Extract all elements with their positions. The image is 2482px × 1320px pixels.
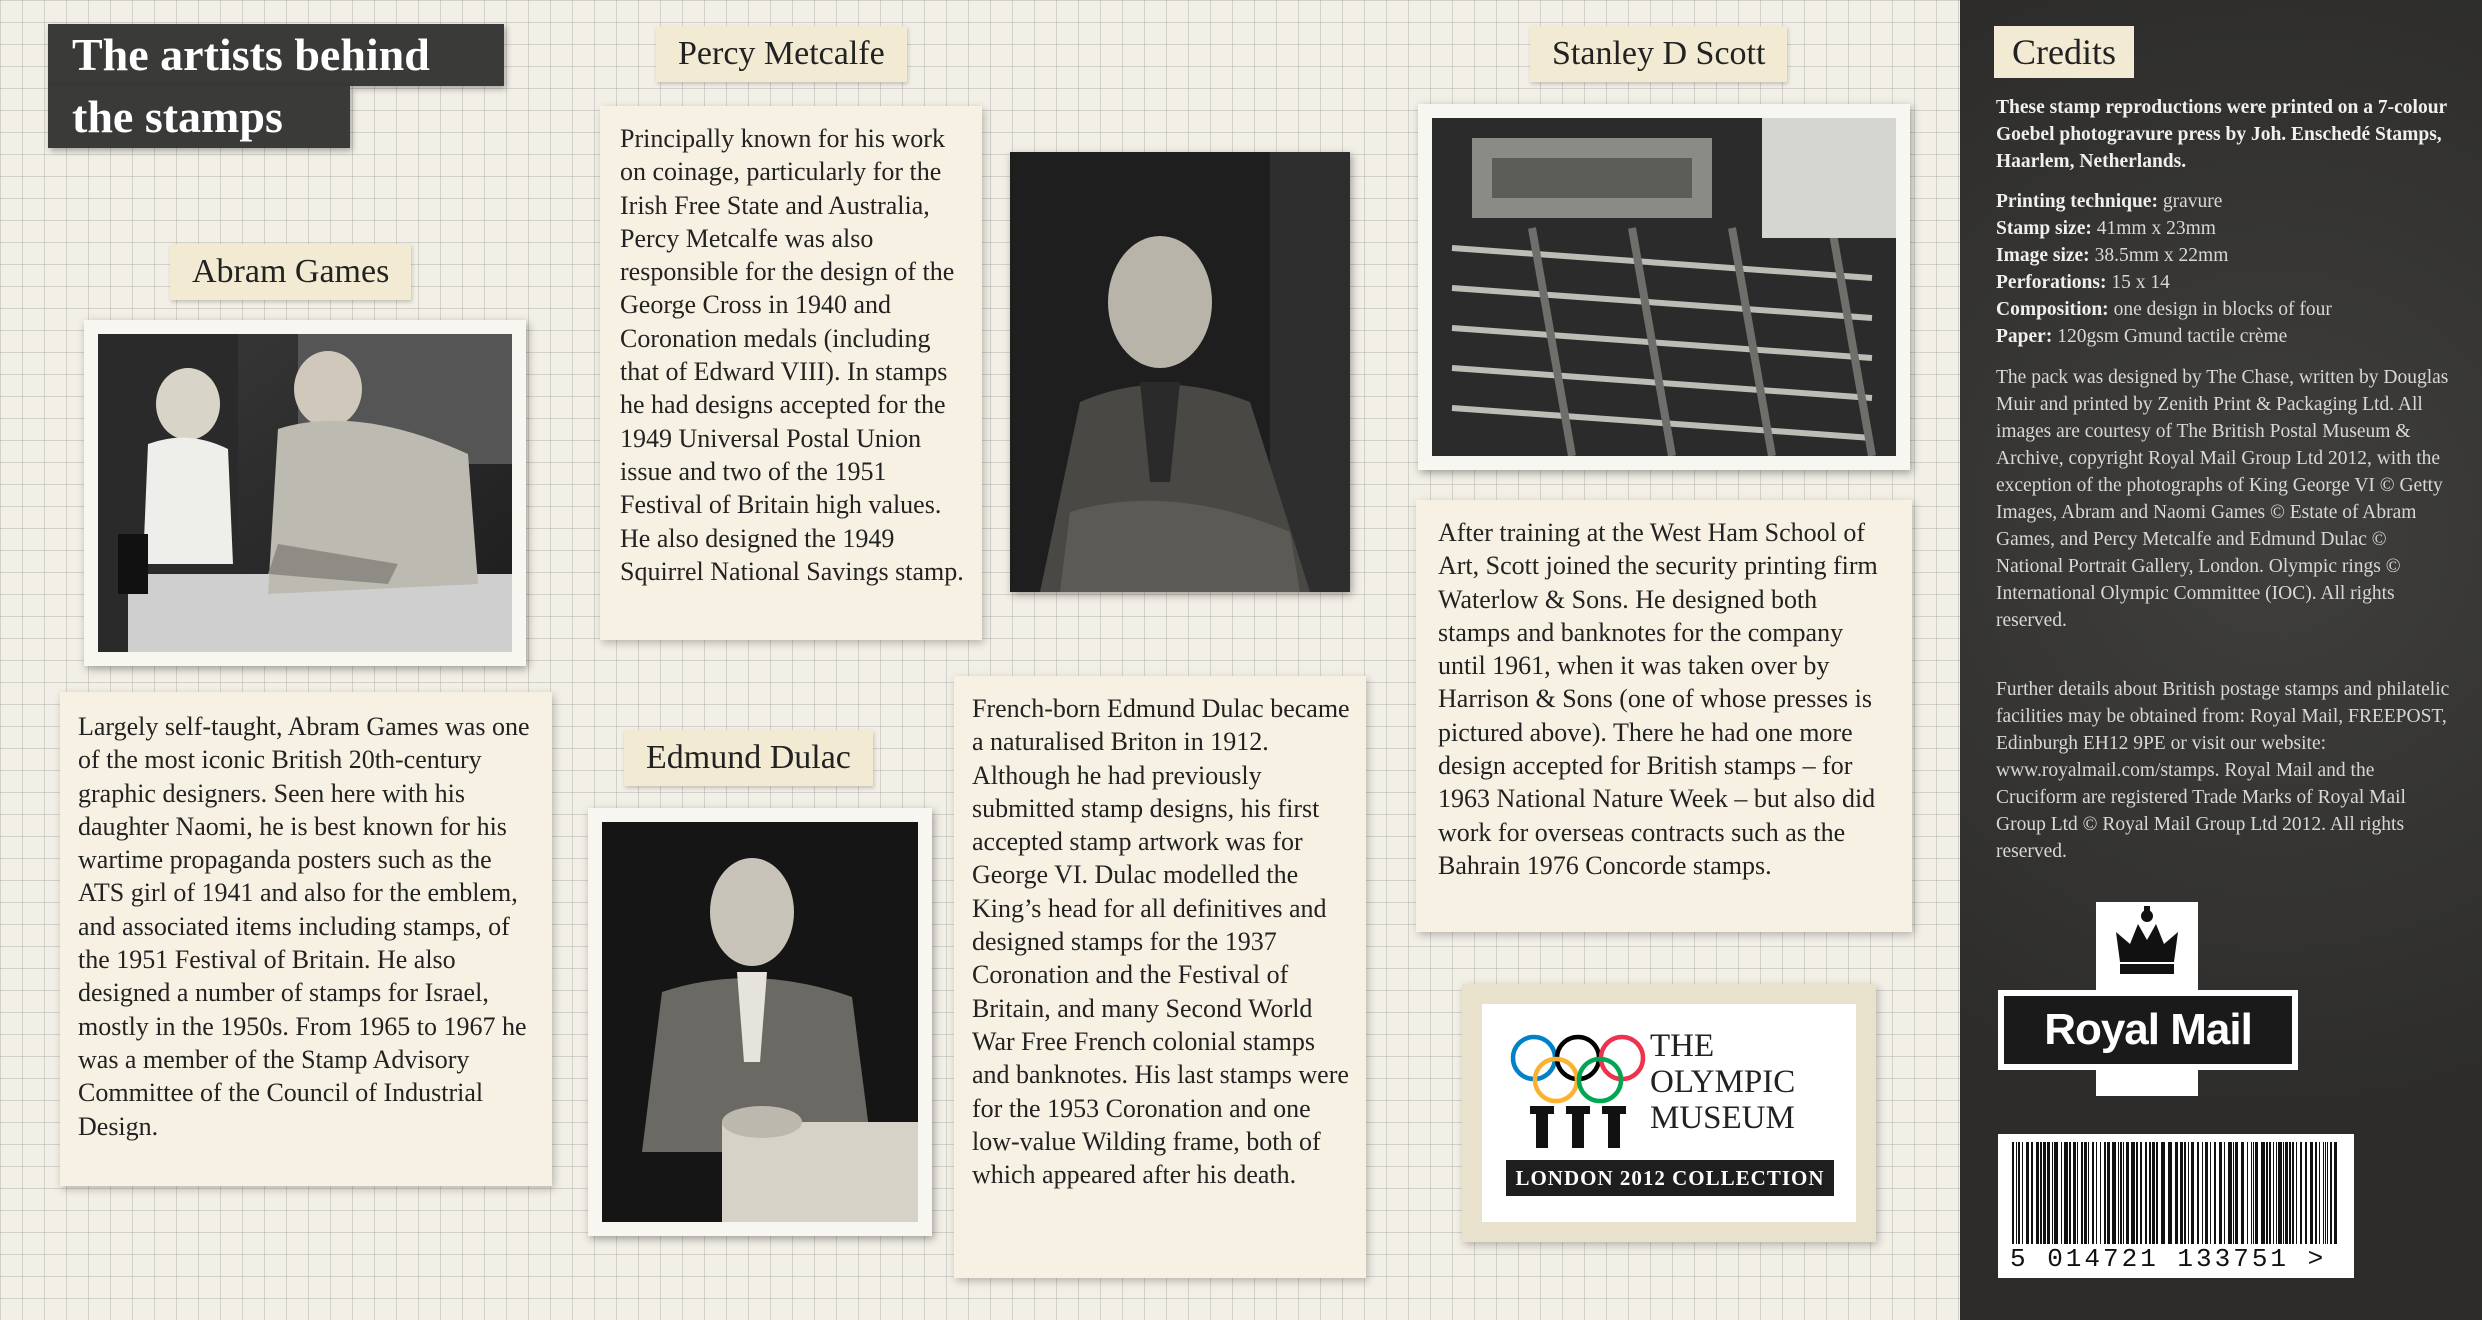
olympic-museum-line-3: MUSEUM (1650, 1100, 1795, 1136)
spec-image-size (1996, 242, 2456, 269)
spec-value: 41mm x 23mm (2096, 218, 2216, 239)
credits-specs (1996, 188, 2456, 350)
abram-games-photo (84, 320, 526, 666)
olympic-rings-icon (1508, 1030, 1648, 1150)
percy-metcalfe-name: Percy Metcalfe (656, 26, 907, 82)
page-title-line-2: the stamps (48, 86, 350, 148)
edmund-dulac-photo-image (602, 822, 918, 1222)
spec-value: 15 x 14 (2111, 272, 2170, 293)
edmund-dulac-bio: French-born Edmund Dulac became a naturalised Briton in 1912. Although he had previously submitted stamp designs, his first accepted stamp artwork was for George VI. Dulac modelled the King’s head for all definitives and designed stamps for the 1937 Coronation and the Festival of Britain, and many Second World War Free French colonial stamps and banknotes. His last stamps were for the 1953 Coronation and one low-value Wilding frame, both of which appeared after his death. (972, 694, 1350, 1190)
page-title (48, 24, 508, 148)
spec-composition (1996, 296, 2456, 323)
abram-games-bio: Largely self-taught, Abram Games was one of the most iconic British 20th-century graphic designers. Seen here with his daughter Naomi, he is best known for his wartime propaganda posters such as the ATS girl of 1941 and also for the emblem, and associated items including stamps, of the 1951 Festival of Britain. He also designed a number of stamps for Israel, mostly in the 1950s. From 1965 to 1967 he was a member of the Stamp Advisory Committee of the Council of Industrial Design. (78, 712, 530, 1141)
spec-value: gravure (2162, 191, 2223, 212)
spec-printing-technique (1996, 188, 2456, 215)
credits-further-text: Further details about British postage stamps and philatelic facilities may be obtained from: Royal Mail, FREEPOST, Edinburgh EH12 9PE or visit our website: www.royalmail.com/stamps. Royal Mail and the Cruciform are registered Trade Marks of Royal Mail Group Ltd © Royal Mail Group Ltd 2012. All rights reserved. (1996, 679, 2450, 862)
percy-metcalfe-bio-card (600, 106, 982, 640)
credits-label: Credits (1994, 26, 2134, 78)
london-2012-collection-band: LONDON 2012 COLLECTION (1506, 1160, 1834, 1196)
spec-key: Printing technique: (1996, 191, 2158, 212)
royal-mail-crown (2096, 902, 2198, 994)
edmund-dulac-bio-card (954, 676, 1366, 1278)
spec-key: Composition: (1996, 299, 2109, 320)
barcode-digits: 5 014721 133751 > (2010, 1244, 2342, 1274)
spec-stamp-size (1996, 215, 2456, 242)
stanley-scott-photo-image (1432, 118, 1896, 456)
spec-key: Image size: (1996, 245, 2090, 266)
abram-games-name: Abram Games (170, 244, 411, 300)
credits-intro-text: These stamp reproductions were printed on a 7-colour Goebel photogravure press by Joh. Enschedé Stamps, Haarlem, Netherlands. (1996, 97, 2447, 172)
edmund-dulac-name: Edmund Dulac (624, 730, 873, 786)
stanley-scott-bio: After training at the West Ham School of Art, Scott joined the security printing firm Waterlow & Sons. He designed both stamps and banknotes for the company until 1961, when it was taken over by Harrison & Sons (one of whose presses is pictured above). There he had one more design accepted for British stamps – for 1963 National Nature Week – but also did work for overseas contracts such as the Bahrain 1976 Concorde stamps. (1438, 518, 1878, 880)
credits-panel (1960, 0, 2482, 1320)
percy-metcalfe-photo-image (1010, 152, 1350, 592)
percy-metcalfe-bio: Principally known for his work on coinage, particularly for the Irish Free State and Australia, Percy Metcalfe was also responsible for the design of the George Cross in 1940 and Coronation medals (including that of Edward VIII). In stamps he had designs accepted for the 1949 Universal Postal Union issue and two of the 1951 Festival of Britain high values. He also designed the 1949 Squirrel National Savings stamp. (620, 124, 964, 586)
spec-key: Paper: (1996, 326, 2053, 347)
spec-value: 38.5mm x 22mm (2094, 245, 2229, 266)
olympic-museum-logo-card (1462, 984, 1876, 1242)
royal-mail-logo-text: Royal Mail (2004, 996, 2292, 1064)
spec-value: one design in blocks of four (2113, 299, 2332, 320)
credits-intro (1996, 94, 2456, 175)
edmund-dulac-photo (588, 808, 932, 1236)
crown-icon (2096, 902, 2198, 994)
stanley-scott-bio-card (1416, 500, 1912, 932)
spec-key: Stamp size: (1996, 218, 2092, 239)
spec-value: 120gsm Gmund tactile crème (2057, 326, 2288, 347)
royal-mail-logo (1998, 990, 2298, 1070)
olympic-museum-line-2: OLYMPIC (1650, 1064, 1796, 1100)
abram-games-bio-card (60, 692, 552, 1186)
olympic-museum-name (1650, 1028, 1795, 1136)
spec-key: Perforations: (1996, 272, 2107, 293)
percy-metcalfe-photo (1010, 152, 1350, 592)
abram-games-photo-image (98, 334, 512, 652)
credits-pack-text: The pack was designed by The Chase, written by Douglas Muir and printed by Zenith Print & Packaging Ltd. All images are courtesy of The British Postal Museum & Archive, copyright Royal Mail Group Ltd 2012, with the exception of the photographs of King George VI © Getty Images, Abram and Naomi Games © Estate of Abram Games, and Percy Metcalfe and Edmund Dulac © National Portrait Gallery, London. Olympic rings © International Olympic Committee (IOC). All rights reserved. (1996, 367, 2449, 631)
barcode (1998, 1134, 2354, 1278)
barcode-bars (2008, 1142, 2344, 1252)
spec-paper (1996, 323, 2456, 350)
olympic-museum-line-1: THE (1650, 1028, 1715, 1064)
page-title-line-1: The artists behind (48, 24, 504, 86)
spec-perforations (1996, 269, 2456, 296)
stanley-scott-name: Stanley D Scott (1530, 26, 1787, 82)
stanley-scott-photo (1418, 104, 1910, 470)
royal-mail-logo-tab (2096, 1070, 2198, 1096)
